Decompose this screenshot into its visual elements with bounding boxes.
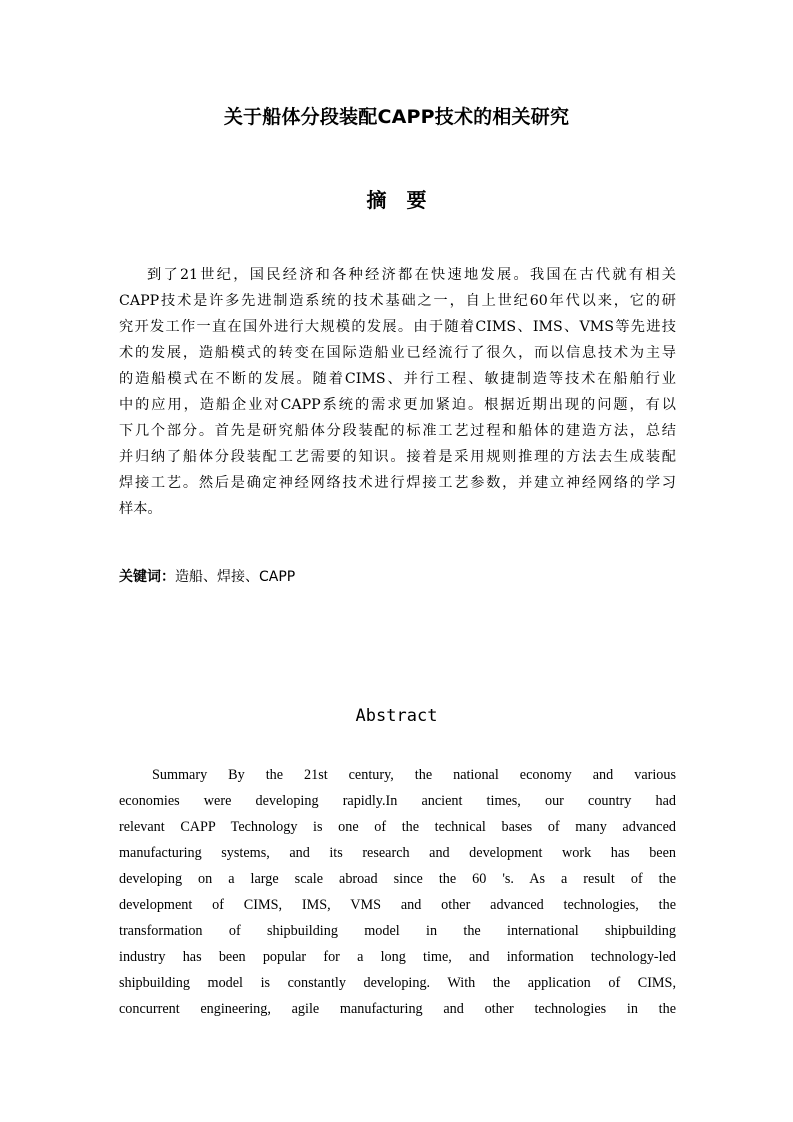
cn-heading-char: 要	[406, 188, 427, 212]
cn-abstract-line: 中的应用，造船企业对CAPP系统的需求更加紧迫。根据近期出现的问题，有以	[119, 397, 676, 413]
en-abstract-line: concurrent engineering, agile manufacturing and other technologies in the	[119, 1001, 676, 1017]
cn-abstract-line: 的造船模式在不断的发展。随着CIMS、并行工程、敏捷制造等技术在船舶行业	[119, 371, 676, 387]
cn-abstract-line: 样本。	[119, 501, 162, 517]
cn-abstract-line: 并归纳了船体分段装配工艺需要的知识。接着是采用规则推理的方法去生成装配	[119, 449, 676, 465]
cn-abstract-line: 究开发工作一直在国外进行大规模的发展。由于随着CIMS、IMS、VMS等先进技	[119, 319, 676, 335]
en-abstract-line: transformation of shipbuilding model in the international shipbuilding	[119, 923, 676, 939]
cn-abstract-line: 到了21世纪，国民经济和各种经济都在快速地发展。我国在古代就有相关	[147, 267, 676, 283]
en-abstract-line: economies were developing rapidly.In ancient times, our country had	[119, 793, 676, 809]
en-abstract-line: manufacturing systems, and its research and development work has been	[119, 845, 676, 861]
en-abstract-line: Summary By the 21st century, the national economy and various	[152, 767, 676, 783]
cn-abstract-line: CAPP技术是许多先进制造系统的技术基础之一，自上世纪60年代以来，它的研	[119, 293, 676, 309]
en-abstract-line: shipbuilding model is constantly developing. With the application of CIMS,	[119, 975, 676, 991]
en-abstract-line: developing on a large scale abroad since the 60 's. As a result of the	[119, 871, 676, 887]
cn-abstract-line: 术的发展，造船模式的转变在国际造船业已经流行了很久，而以信息技术为主导	[119, 345, 676, 361]
keywords-value: 造船、焊接、CAPP	[175, 569, 296, 585]
keywords-label: 关键词：	[119, 569, 175, 585]
cn-abstract-body	[119, 262, 676, 522]
keywords	[119, 566, 295, 588]
document-title: 关于船体分段装配CAPP技术的相关研究	[223, 106, 570, 128]
en-abstract-line: relevant CAPP Technology is one of the technical bases of many advanced	[119, 819, 676, 835]
en-abstract-heading: Abstract	[355, 706, 438, 726]
cn-abstract-heading	[0, 186, 793, 214]
en-abstract-body	[119, 762, 676, 1022]
cn-abstract-line: 焊接工艺。然后是确定神经网络技术进行焊接工艺参数，并建立神经网络的学习	[119, 475, 676, 491]
cn-heading-char: 摘	[366, 188, 387, 212]
en-abstract-line: industry has been popular for a long time, and information technology-led	[119, 949, 676, 965]
en-abstract-line: development of CIMS, IMS, VMS and other advanced technologies, the	[119, 897, 676, 913]
cn-abstract-line: 下几个部分。首先是研究船体分段装配的标准工艺过程和船体的建造方法，总结	[119, 423, 676, 439]
